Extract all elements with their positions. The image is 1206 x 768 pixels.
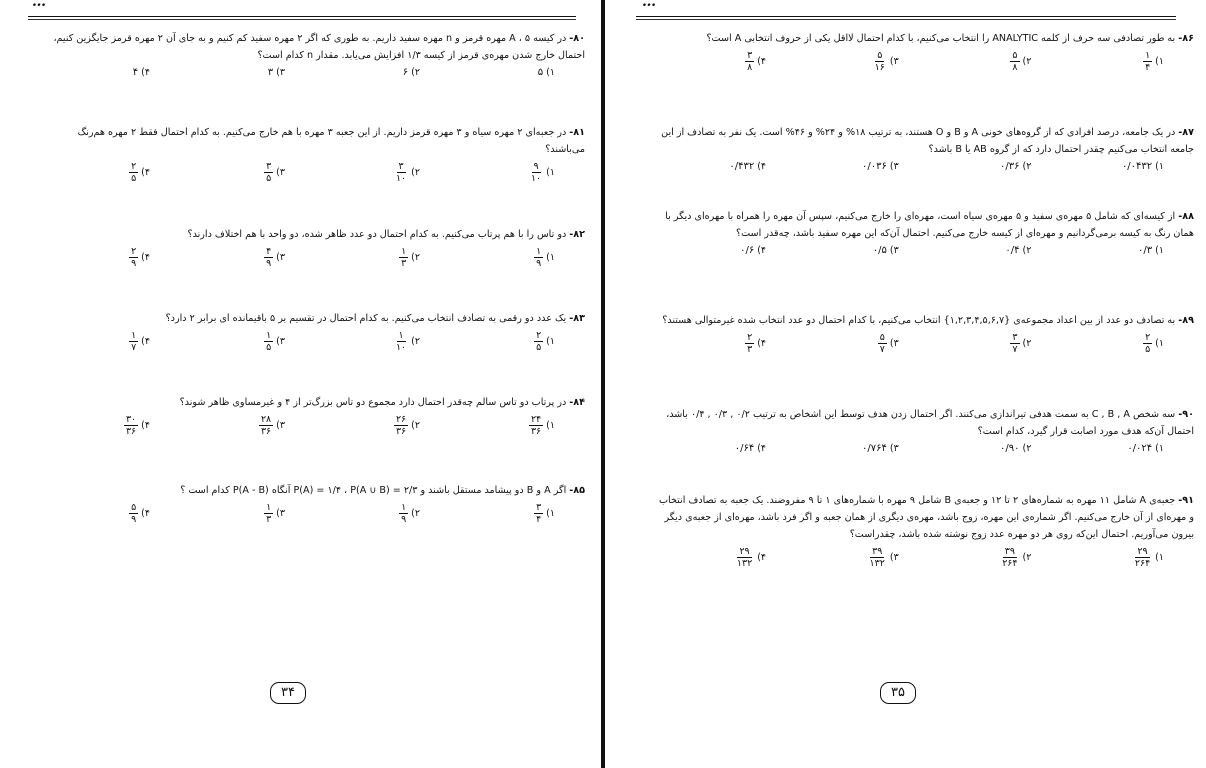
option-value: ۰/۰۴۳۲ bbox=[1121, 161, 1153, 172]
option-fraction bbox=[129, 502, 138, 525]
option-label: ۳) bbox=[889, 552, 899, 563]
fraction-denominator: ۱۶ bbox=[874, 62, 885, 73]
option-label: ۲) bbox=[1022, 552, 1032, 563]
question-body: به تصادف دو عدد از بین اعداد مجموعه‌ی {۱,۲,۳,۴,۵,۶,۷} انتخاب می‌کنیم، با کدام احتمال دو عدد انتخاب شده غیرمتوالی هستند؟ bbox=[662, 315, 1176, 326]
option-fraction bbox=[1010, 50, 1019, 73]
answer-option[interactable] bbox=[1114, 332, 1164, 355]
question-text bbox=[656, 208, 1194, 242]
question-body: جعبه‌ی A شامل ۱۱ مهره به شماره‌های ۲ تا ۱۲ و جعبه‌ی B شامل ۹ مهره با شماره‌های ۱ تا ۹ مفروضند. یک جعبه به تصادف انتخاب و مهره‌ای از آن خارج می‌کنیم. اگر شماره‌ی این مهره، زوج باشد، مهره‌ی دیگری از همان جعبه و اگر فرد باشد، مهره‌ای از جعبه‌ی دیگر بیرون می‌آوریم. احتمال این‌که روی هر دو مهره عدد زوج نوشته شده باشد، چقدراست؟ bbox=[658, 495, 1194, 540]
fraction-numerator: ۲ bbox=[131, 246, 137, 257]
fraction-numerator: ۱ bbox=[401, 502, 407, 513]
option-value: ۰/۰۳۶ bbox=[862, 161, 887, 172]
option-value: ۳ bbox=[267, 67, 274, 78]
option-label: ۲) bbox=[411, 420, 420, 431]
fraction-numerator: ۲۶ bbox=[395, 414, 407, 425]
option-label: ۱) bbox=[1155, 338, 1164, 349]
page-number: ۳۴ bbox=[270, 682, 306, 704]
option-label: ۳) bbox=[889, 443, 899, 454]
option-label: ۴) bbox=[757, 245, 767, 256]
fraction-numerator: ۵ bbox=[879, 332, 885, 343]
question-number: ۹۰- bbox=[1178, 409, 1194, 420]
fraction-denominator: ۵ bbox=[1145, 344, 1151, 355]
option-label: ۴) bbox=[141, 67, 150, 78]
question bbox=[40, 310, 585, 353]
option-fraction bbox=[399, 246, 408, 269]
option-fraction bbox=[394, 161, 408, 184]
fraction-denominator: ۱۳۲ bbox=[869, 558, 885, 569]
option-value: ۰/۶ bbox=[740, 245, 755, 256]
option-label: ۳) bbox=[276, 508, 285, 519]
option-label: ۴) bbox=[141, 252, 150, 263]
question-text bbox=[40, 394, 585, 411]
fraction-numerator: ۲ bbox=[1145, 332, 1151, 343]
answer-option[interactable] bbox=[235, 67, 285, 78]
fraction-denominator: ۱۳۲ bbox=[736, 558, 753, 569]
answer-option[interactable] bbox=[235, 414, 285, 437]
option-label: ۲) bbox=[411, 508, 420, 519]
option-fraction bbox=[264, 330, 273, 353]
fraction-denominator: ۴ bbox=[536, 514, 542, 525]
option-label: ۲) bbox=[1022, 245, 1032, 256]
answer-option[interactable] bbox=[981, 443, 1031, 454]
question-number: ۸۶- bbox=[1178, 33, 1194, 44]
fraction-denominator: ۵ bbox=[266, 342, 272, 353]
option-label: ۳) bbox=[889, 161, 899, 172]
option-value: ۰/۵ bbox=[872, 245, 887, 256]
option-label: ۱) bbox=[546, 167, 555, 178]
answer-option[interactable] bbox=[100, 502, 150, 525]
answer-options bbox=[40, 161, 585, 184]
answer-option[interactable] bbox=[716, 245, 766, 256]
option-label: ۳) bbox=[276, 252, 285, 263]
option-label: ۱) bbox=[1155, 552, 1164, 563]
option-fraction bbox=[1010, 332, 1019, 355]
question-body: در کیسه A ، ۵ مهره قرمز و n مهره سفید داریم. به طوری که اگر ۲ مهره سفید کم کنیم و به جای آن ۲ مهره قرمز جایگزین کنیم، احتمال خارج شدن مهره‌ی قرمز از کیسه ۱/۳ افزایش می‌یابد. مقدار n کدام است؟ bbox=[53, 33, 585, 61]
answer-option[interactable] bbox=[849, 50, 899, 73]
header-rule-thin bbox=[28, 19, 576, 20]
question-number: ۹۱- bbox=[1178, 495, 1194, 506]
answer-option[interactable] bbox=[981, 332, 1031, 355]
option-label: ۴) bbox=[757, 161, 767, 172]
option-label: ۲) bbox=[411, 336, 420, 347]
fraction-numerator: ۲ bbox=[747, 332, 753, 343]
question bbox=[40, 30, 585, 78]
option-value: ۰/۹۰ bbox=[1000, 443, 1020, 454]
option-fraction bbox=[394, 414, 408, 437]
question bbox=[656, 30, 1194, 73]
fraction-numerator: ۲ bbox=[536, 330, 542, 341]
question-body: اگر A و B دو پیشامد مستقل باشند و P(A) = ۱/۴ ، P(A ∪ B) = ۲/۳ آنگاه P(A - B) کدام است ؟ bbox=[180, 485, 567, 496]
answer-options bbox=[40, 67, 585, 78]
fraction-denominator: ۱۰ bbox=[395, 342, 407, 353]
fraction-denominator: ۳۶ bbox=[125, 426, 137, 437]
answer-option[interactable] bbox=[505, 330, 555, 353]
option-fraction bbox=[873, 50, 887, 73]
answer-option[interactable] bbox=[370, 502, 420, 525]
question-body: در جعبه‌ای ۲ مهره سیاه و ۳ مهره قرمز داریم. از این جعبه ۳ مهره با هم خارج می‌کنیم. به کدام احتمال فقط ۲ مهره هم‌رنگ می‌باشند؟ bbox=[77, 127, 585, 155]
fraction-numerator: ۱ bbox=[1145, 50, 1151, 61]
fraction-denominator: ۹ bbox=[266, 258, 272, 269]
question-text bbox=[656, 30, 1194, 47]
answer-options bbox=[656, 332, 1194, 355]
fraction-numerator: ۳۹ bbox=[872, 546, 883, 557]
option-label: ۲) bbox=[411, 67, 420, 78]
answer-option[interactable] bbox=[505, 502, 555, 525]
option-fraction bbox=[129, 161, 138, 184]
header-rule-thin bbox=[636, 19, 1176, 20]
fraction-denominator: ۱۰ bbox=[530, 173, 542, 184]
option-value: ۶ bbox=[402, 67, 409, 78]
question bbox=[40, 124, 585, 184]
question bbox=[656, 208, 1194, 256]
question-text bbox=[656, 124, 1194, 158]
question bbox=[40, 482, 585, 525]
option-fraction bbox=[394, 330, 408, 353]
fraction-denominator: ۹ bbox=[131, 514, 137, 525]
fraction-numerator: ۵ bbox=[1012, 50, 1018, 61]
answer-option[interactable] bbox=[849, 443, 899, 454]
question bbox=[656, 492, 1194, 569]
option-label: ۴) bbox=[757, 443, 767, 454]
header-brand: … bbox=[32, 0, 47, 10]
fraction-denominator: ۷ bbox=[1012, 344, 1018, 355]
option-value: ۰/۴ bbox=[1005, 245, 1020, 256]
option-fraction bbox=[878, 332, 887, 355]
answer-option[interactable] bbox=[1114, 245, 1164, 256]
option-label: ۳) bbox=[276, 336, 285, 347]
option-label: ۱) bbox=[546, 336, 555, 347]
option-fraction bbox=[124, 414, 138, 437]
answer-option[interactable] bbox=[849, 546, 899, 569]
fraction-numerator: ۲۹ bbox=[1137, 546, 1148, 557]
answer-option[interactable] bbox=[370, 246, 420, 269]
option-value: ۰/۳ bbox=[1138, 245, 1153, 256]
question-text bbox=[40, 226, 585, 243]
header-brand: … bbox=[642, 0, 657, 10]
option-label: ۳) bbox=[276, 420, 285, 431]
answer-option[interactable] bbox=[370, 414, 420, 437]
answer-option[interactable] bbox=[100, 161, 150, 184]
page-number: ۳۵ bbox=[880, 682, 916, 704]
option-fraction bbox=[259, 414, 273, 437]
option-label: ۱) bbox=[1155, 56, 1164, 67]
question-body: در یک جامعه، درصد افرادی که از گروه‌های خونی A و B و O هستند، به ترتیب ۱۸% و ۲۴% و ۴۶% است. یک نفر به تصادف از این جامعه انتخاب می‌کنیم چقدر احتمال دارد که از گروه AB یا B باشد؟ bbox=[661, 127, 1194, 155]
option-label: ۲) bbox=[1022, 338, 1032, 349]
answer-options bbox=[656, 245, 1194, 256]
fraction-denominator: ۴ bbox=[1145, 62, 1151, 73]
option-fraction bbox=[735, 546, 754, 569]
right-page bbox=[606, 0, 1206, 768]
answer-options bbox=[656, 161, 1194, 172]
fraction-numerator: ۹ bbox=[533, 161, 539, 172]
question-number: ۸۱- bbox=[569, 127, 585, 138]
question-text bbox=[656, 492, 1194, 543]
option-value: ۴ bbox=[132, 67, 139, 78]
fraction-denominator: ۹ bbox=[401, 514, 407, 525]
answer-option[interactable] bbox=[235, 161, 285, 184]
option-value: ۰/۷۶۴ bbox=[862, 443, 887, 454]
option-fraction bbox=[129, 246, 138, 269]
answer-option[interactable] bbox=[716, 332, 766, 355]
answer-option[interactable] bbox=[235, 246, 285, 269]
question-text bbox=[40, 482, 585, 499]
fraction-numerator: ۱ bbox=[266, 330, 272, 341]
fraction-numerator: ۲۸ bbox=[260, 414, 272, 425]
answer-option[interactable] bbox=[370, 330, 420, 353]
option-fraction bbox=[264, 246, 273, 269]
option-label: ۴) bbox=[757, 338, 767, 349]
fraction-denominator: ۳ bbox=[401, 258, 407, 269]
fraction-numerator: ۵ bbox=[877, 50, 883, 61]
fraction-denominator: ۱۰ bbox=[395, 173, 407, 184]
option-fraction bbox=[129, 330, 138, 353]
fraction-numerator: ۲ bbox=[131, 161, 137, 172]
answer-option[interactable] bbox=[505, 246, 555, 269]
answer-option[interactable] bbox=[1114, 443, 1164, 454]
fraction-denominator: ۸ bbox=[747, 62, 753, 73]
option-label: ۳) bbox=[276, 167, 285, 178]
option-value: ۰/۰۲۴ bbox=[1127, 443, 1153, 454]
fraction-numerator: ۳۰ bbox=[125, 414, 137, 425]
question-number: ۸۰- bbox=[569, 33, 585, 44]
answer-option[interactable] bbox=[505, 414, 555, 437]
question-number: ۸۹- bbox=[1178, 315, 1194, 326]
option-label: ۳) bbox=[276, 67, 285, 78]
fraction-numerator: ۴ bbox=[266, 246, 272, 257]
answer-option[interactable] bbox=[100, 67, 150, 78]
question-number: ۸۵- bbox=[569, 485, 585, 496]
left-page bbox=[0, 0, 602, 768]
fraction-denominator: ۹ bbox=[536, 258, 542, 269]
answer-option[interactable] bbox=[100, 246, 150, 269]
fraction-numerator: ۱ bbox=[398, 330, 404, 341]
option-label: ۴) bbox=[141, 508, 150, 519]
question-body: سه شخص C , B , A به سمت هدفی تیراندازی می‌کنند. اگر احتمال زدن هدف توسط این اشخاص به ترتیب ۰/۲ , ۰/۳ , ۰/۴ باشد، احتمال آن‌که هدف مورد اصابت قرار گیرد، کدام است؟ bbox=[666, 409, 1194, 437]
fraction-denominator: ۳۶ bbox=[530, 426, 542, 437]
option-fraction bbox=[745, 332, 754, 355]
header-rule bbox=[28, 16, 576, 17]
option-label: ۴) bbox=[757, 56, 767, 67]
fraction-numerator: ۱ bbox=[131, 330, 137, 341]
option-fraction bbox=[534, 246, 543, 269]
fraction-numerator: ۵ bbox=[131, 502, 137, 513]
book-spine-divider bbox=[601, 0, 605, 768]
answer-option[interactable] bbox=[100, 330, 150, 353]
option-fraction bbox=[264, 502, 273, 525]
answer-options bbox=[40, 330, 585, 353]
fraction-denominator: ۹ bbox=[131, 258, 137, 269]
fraction-numerator: ۳ bbox=[398, 161, 404, 172]
fraction-denominator: ۳ bbox=[747, 344, 753, 355]
option-label: ۴) bbox=[141, 167, 150, 178]
question bbox=[656, 406, 1194, 454]
answer-option[interactable] bbox=[370, 161, 420, 184]
answer-option[interactable] bbox=[716, 443, 766, 454]
option-label: ۲) bbox=[411, 252, 420, 263]
fraction-numerator: ۳ bbox=[747, 50, 753, 61]
option-fraction bbox=[868, 546, 887, 569]
question-text bbox=[40, 30, 585, 64]
answer-options bbox=[656, 443, 1194, 454]
option-label: ۲) bbox=[1022, 161, 1032, 172]
option-fraction bbox=[1000, 546, 1019, 569]
answer-option[interactable] bbox=[981, 245, 1031, 256]
fraction-denominator: ۵ bbox=[536, 342, 542, 353]
question-text bbox=[656, 312, 1194, 329]
option-label: ۱) bbox=[546, 252, 555, 263]
fraction-numerator: ۳ bbox=[1012, 332, 1018, 343]
answer-option[interactable] bbox=[505, 67, 555, 78]
option-label: ۲) bbox=[1022, 443, 1032, 454]
option-fraction bbox=[534, 502, 543, 525]
option-label: ۳) bbox=[889, 245, 899, 256]
fraction-numerator: ۱ bbox=[401, 246, 407, 257]
option-label: ۴) bbox=[141, 336, 150, 347]
fraction-denominator: ۳ bbox=[266, 514, 272, 525]
option-fraction bbox=[1143, 50, 1152, 73]
option-value: ۵ bbox=[537, 67, 544, 78]
option-label: ۳) bbox=[889, 338, 899, 349]
option-fraction bbox=[534, 330, 543, 353]
answer-option[interactable] bbox=[849, 245, 899, 256]
fraction-denominator: ۳۶ bbox=[395, 426, 407, 437]
answer-option[interactable] bbox=[1114, 50, 1164, 73]
question-number: ۸۷- bbox=[1178, 127, 1194, 138]
option-fraction bbox=[1143, 332, 1152, 355]
answer-option[interactable] bbox=[235, 330, 285, 353]
option-fraction bbox=[529, 161, 543, 184]
answer-options bbox=[656, 50, 1194, 73]
option-value: ۰/۶۴ bbox=[734, 443, 755, 454]
fraction-denominator: ۷ bbox=[131, 342, 137, 353]
option-label: ۲) bbox=[411, 167, 420, 178]
answer-option[interactable] bbox=[235, 502, 285, 525]
answer-option[interactable] bbox=[849, 332, 899, 355]
question-body: دو تاس را با هم پرتاب می‌کنیم. به کدام احتمال دو عدد ظاهر شده، دو واحد با هم اختلاف دارند؟ bbox=[187, 229, 567, 240]
answer-option[interactable] bbox=[1114, 161, 1164, 172]
question bbox=[40, 394, 585, 437]
question-text bbox=[40, 310, 585, 327]
fraction-denominator: ۵ bbox=[266, 173, 272, 184]
question-number: ۸۲- bbox=[569, 229, 585, 240]
answer-option[interactable] bbox=[981, 50, 1031, 73]
answer-options bbox=[40, 246, 585, 269]
answer-option[interactable] bbox=[1114, 546, 1164, 569]
option-fraction bbox=[745, 50, 754, 73]
option-label: ۱) bbox=[1155, 245, 1164, 256]
answer-option[interactable] bbox=[849, 161, 899, 172]
answer-options bbox=[40, 414, 585, 437]
option-label: ۴) bbox=[757, 552, 767, 563]
fraction-numerator: ۱ bbox=[266, 502, 272, 513]
question-number: ۸۴- bbox=[569, 397, 585, 408]
fraction-denominator: ۲۶۴ bbox=[1002, 558, 1018, 569]
option-label: ۱) bbox=[1155, 443, 1164, 454]
answer-option[interactable] bbox=[981, 546, 1031, 569]
question-number: ۸۳- bbox=[569, 313, 585, 324]
option-fraction bbox=[264, 161, 273, 184]
option-fraction bbox=[529, 414, 543, 437]
option-label: ۱) bbox=[546, 508, 555, 519]
answer-option[interactable] bbox=[981, 161, 1031, 172]
question-text bbox=[40, 124, 585, 158]
option-label: ۴) bbox=[141, 420, 150, 431]
option-value: ۰/۳۶ bbox=[1000, 161, 1020, 172]
option-value: ۰/۴۳۲ bbox=[729, 161, 755, 172]
question-text bbox=[656, 406, 1194, 440]
option-label: ۳) bbox=[889, 56, 899, 67]
fraction-denominator: ۳۶ bbox=[260, 426, 272, 437]
fraction-numerator: ۱ bbox=[536, 246, 542, 257]
question-body: از کیسه‌ای که شامل ۵ مهره‌ی سفید و ۵ مهره‌ی سیاه است، مهره‌ای را خارج می‌کنیم، سپس آن مهره را همراه با مهره‌ای دیگر با همان رنگ به کیسه برمی‌گردانیم و مهره‌ای از کیسه خارج می‌کنیم. احتمال آن‌که این مهره سفید باشد، چه‌قدر است؟ bbox=[665, 211, 1194, 239]
answer-option[interactable] bbox=[716, 50, 766, 73]
option-label: ۱) bbox=[1155, 161, 1164, 172]
fraction-denominator: ۸ bbox=[1012, 62, 1018, 73]
answer-option[interactable] bbox=[716, 161, 766, 172]
fraction-numerator: ۳۹ bbox=[1004, 546, 1015, 557]
header-rule bbox=[636, 16, 1176, 17]
option-fraction bbox=[399, 502, 408, 525]
option-label: ۱) bbox=[546, 67, 555, 78]
fraction-numerator: ۲۴ bbox=[530, 414, 542, 425]
option-label: ۱) bbox=[546, 420, 555, 431]
question bbox=[656, 124, 1194, 172]
answer-option[interactable] bbox=[716, 546, 766, 569]
answer-option[interactable] bbox=[100, 414, 150, 437]
question-body: یک عدد دو رقمی به تصادف انتخاب می‌کنیم. به کدام احتمال در تقسیم بر ۵ باقیمانده ای برابر ۲ دارد؟ bbox=[165, 313, 567, 324]
answer-options bbox=[656, 546, 1194, 569]
fraction-denominator: ۵ bbox=[131, 173, 137, 184]
answer-option[interactable] bbox=[370, 67, 420, 78]
fraction-denominator: ۷ bbox=[879, 344, 885, 355]
answer-option[interactable] bbox=[505, 161, 555, 184]
question-body: در پرتاب دو تاس سالم چه‌قدر احتمال دارد مجموع دو تاس بزرگ‌تر از ۴ و غیرمساوی ظاهر شوند؟ bbox=[179, 397, 567, 408]
answer-options bbox=[40, 502, 585, 525]
question bbox=[656, 312, 1194, 355]
question bbox=[40, 226, 585, 269]
option-fraction bbox=[1133, 546, 1152, 569]
question-number: ۸۸- bbox=[1178, 211, 1194, 222]
fraction-numerator: ۲۹ bbox=[739, 546, 750, 557]
option-label: ۲) bbox=[1022, 56, 1032, 67]
fraction-numerator: ۳ bbox=[266, 161, 272, 172]
question-body: به طور تصادفی سه حرف از کلمه ANALYTIC را انتخاب می‌کنیم، با کدام احتمال لااقل یکی از حروف انتخابی A است؟ bbox=[706, 33, 1176, 44]
fraction-numerator: ۳ bbox=[536, 502, 542, 513]
fraction-denominator: ۲۶۴ bbox=[1134, 558, 1151, 569]
